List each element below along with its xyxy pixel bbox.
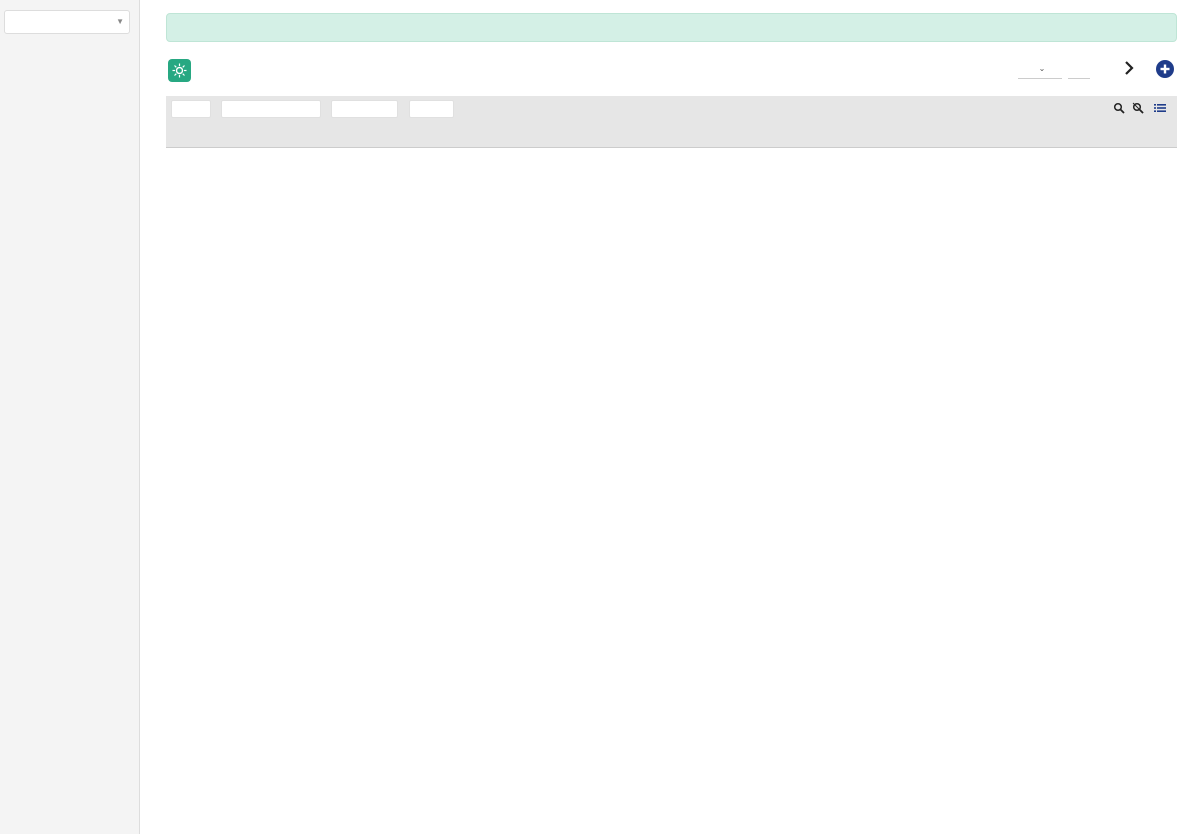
equipment-icon: [168, 59, 191, 82]
clear-filter-icon[interactable]: [1132, 102, 1144, 114]
search-input[interactable]: [5, 11, 115, 33]
column-list-icon[interactable]: [1154, 102, 1166, 114]
equipment-table: [166, 96, 1177, 148]
filter-category[interactable]: [331, 100, 398, 118]
add-button[interactable]: [1156, 60, 1174, 78]
filter-row: [166, 96, 1177, 122]
search-icon[interactable]: [1113, 102, 1125, 114]
chevron-right-icon: [1124, 61, 1134, 75]
filter-label[interactable]: [221, 100, 321, 118]
sidebar: [0, 0, 140, 834]
top-menu: [166, 13, 1177, 42]
chevron-down-icon: ⌄: [1038, 64, 1046, 73]
plus-icon: [1156, 60, 1174, 78]
filter-brand[interactable]: [409, 100, 454, 118]
chevron-down-icon: ▼: [116, 17, 124, 26]
page-size-select[interactable]: [1018, 59, 1062, 79]
page-number-input[interactable]: [1068, 59, 1090, 79]
sidebar-search[interactable]: [4, 10, 130, 34]
next-page-button[interactable]: [1121, 59, 1137, 77]
table-header: [166, 122, 1177, 148]
filter-ref[interactable]: [171, 100, 211, 118]
